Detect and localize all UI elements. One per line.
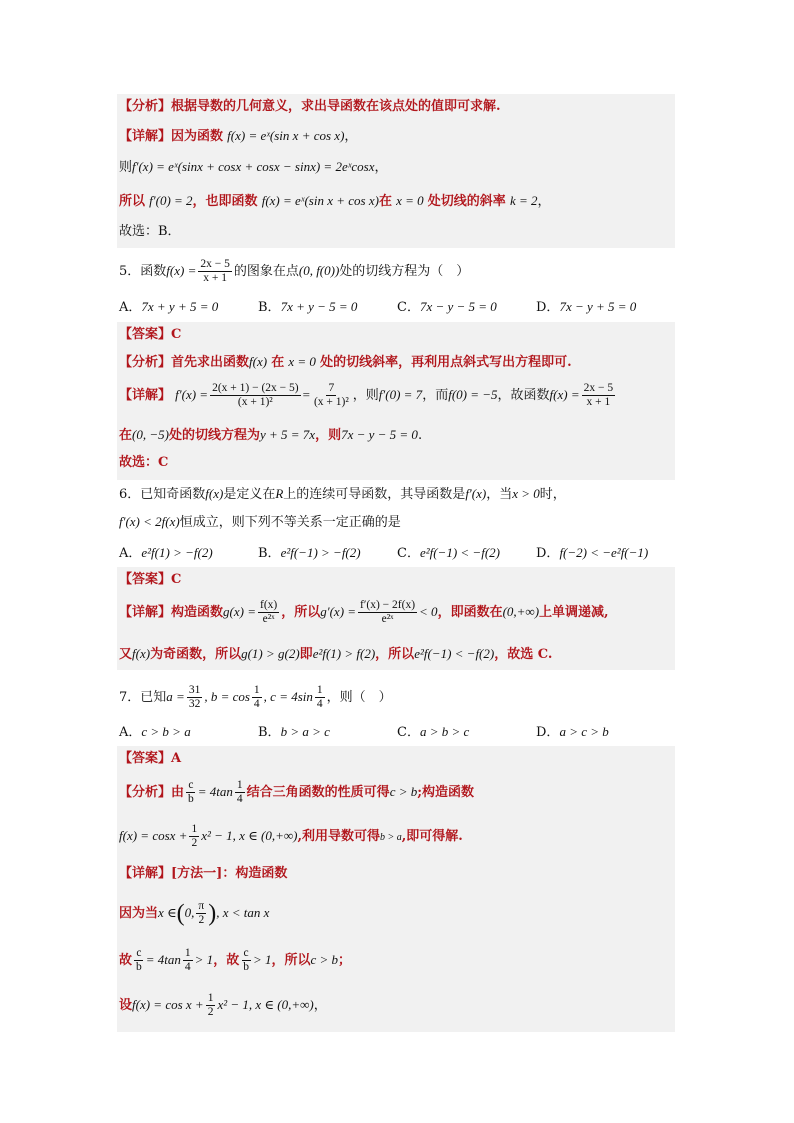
analysis-post: ;构造函数: [417, 785, 475, 800]
analysis-eq: = 4tan: [197, 784, 233, 799]
line4-pre: 故: [119, 953, 133, 968]
frac-num: 1: [184, 947, 191, 959]
line2-post: ,即可得解.: [401, 829, 463, 844]
detail-tag: 【详解】: [119, 129, 172, 144]
analysis-post: 处的切线斜率，再利用点斜式写出方程即可.: [320, 355, 572, 370]
q7-b-frac: [252, 684, 262, 711]
q6-stem: [119, 485, 566, 504]
detail-frac-2: [358, 599, 417, 626]
answer-tag: 【答案】: [119, 327, 172, 342]
answer-tag: 【答案】: [119, 572, 172, 587]
detail-text: [方法一]：构造函数: [171, 866, 288, 881]
line2-mid-3: ，所以: [375, 647, 415, 662]
option-label: C．: [397, 546, 420, 561]
q7-stem-post: ，则（ ）: [326, 690, 392, 705]
detail-math-3: < 0: [419, 604, 438, 619]
analysis-math-1: f(x): [249, 354, 268, 369]
line2-math-2: g(1) > g(2): [241, 646, 300, 661]
q5-stem-pre: 5．函数: [119, 264, 167, 279]
analysis-line: [119, 98, 501, 116]
final-text: 故选：C: [119, 455, 169, 470]
frac-den: e²ˣ: [381, 613, 394, 625]
frac-den: 4: [253, 698, 260, 710]
analysis-tag: 【分析】: [119, 355, 172, 370]
analysis-frac: [186, 779, 196, 806]
answer-tag: 【答案】: [119, 751, 172, 766]
option-label: B．: [258, 300, 281, 315]
q6-stem2-math: f′(x) < 2f(x): [119, 514, 180, 529]
line2-mid: ,利用导数可得: [297, 829, 380, 844]
option-label: C．: [397, 725, 420, 740]
detail-fprime: f′(x) =: [175, 387, 209, 402]
option-label: A．: [119, 725, 142, 740]
frac-den: 4: [184, 961, 191, 973]
analysis-mid: 结合三角函数的性质可得: [246, 785, 390, 800]
line3-frac: [196, 900, 206, 927]
slope-math-3: x = 0: [396, 193, 424, 208]
line2-math-4: e²f(−1) < −f(2): [414, 646, 495, 661]
option-label: C．: [397, 300, 420, 315]
analysis-frac-2: [235, 779, 245, 806]
line2-math-3: b > a: [380, 832, 402, 843]
detail-pre: 构造函数: [171, 605, 224, 620]
option-text: a > b > c: [419, 724, 470, 739]
q7-c: , c = 4sin: [263, 689, 313, 704]
line2-math: f(x) = cosx +: [119, 828, 188, 843]
detail-math-2: g′(x) =: [320, 604, 357, 619]
line4-frac: [134, 947, 144, 974]
frac-den: x + 1: [586, 396, 611, 408]
q6-math-2: R: [275, 486, 284, 501]
q7-option-a[interactable]: [119, 721, 191, 740]
analysis-pre: 由: [171, 785, 185, 800]
line4-frac-2: [183, 947, 193, 974]
detail-math-2: f(0) = −5: [448, 387, 498, 402]
q7-answer: [119, 750, 181, 768]
line2-mid-1: 为奇函数，所以: [150, 647, 242, 662]
line5-frac: [206, 992, 216, 1019]
q6-math-1: f(x): [205, 486, 224, 501]
line3-paren-open: (: [176, 900, 185, 927]
frac-num: 2x − 5: [583, 382, 614, 394]
detail-punct: ，: [344, 129, 358, 144]
q5-frac-den: x + 1: [203, 272, 227, 284]
detail-math-3: f(x) =: [549, 387, 580, 402]
option-text: a > c > b: [559, 724, 609, 739]
slope-math-4: k = 2: [509, 193, 538, 208]
frac-den: b: [188, 793, 194, 805]
line2-math-2: x² − 1, x ∈ (0,+∞): [201, 828, 298, 843]
line4-math-2: > 1: [194, 952, 214, 967]
line4-mid-2: ，所以: [271, 953, 311, 968]
detail-mid-3: ，故函数: [497, 388, 550, 403]
q6-detail: [119, 598, 609, 627]
analysis-pre: 首先求出函数: [171, 355, 250, 370]
q5-tangent-line: [119, 426, 422, 445]
frac-den: (x + 1)²: [237, 396, 273, 408]
option-label: B．: [258, 546, 281, 561]
option-text: 7x + y − 5 = 0: [280, 299, 358, 314]
analysis-math-2: x = 0: [288, 354, 316, 369]
detail-math-4: (0,+∞): [502, 604, 540, 619]
detail-mid-1: ，则: [352, 388, 379, 403]
line3-paren-close: ): [208, 900, 217, 927]
line4-math-1: = 4tan: [145, 952, 181, 967]
detail-math-1: g(x) =: [223, 604, 256, 619]
q7-stem-pre: 7．已知: [119, 690, 167, 705]
q6-stem-pre: 6．已知奇函数: [119, 487, 206, 502]
frac-num: c: [136, 947, 142, 959]
option-text: f(−2) < −e²f(−1): [559, 545, 649, 560]
analysis-text: 根据导数的几何意义，求出导函数在该点处的值即可求解.: [171, 99, 501, 114]
option-text: 7x − y + 5 = 0: [559, 299, 637, 314]
frac-num: 31: [188, 684, 201, 696]
q7-b: , b = cos: [204, 689, 250, 704]
detail-frac-3: [582, 382, 616, 409]
line2-pre: 又: [119, 647, 133, 662]
q7-line-4: [119, 946, 351, 975]
analysis-tag: 【分析】: [119, 99, 172, 114]
detail-math: f(x) = eˣ(sin x + cos x): [227, 128, 345, 143]
line4-post: ；: [338, 953, 352, 968]
q6-math-3: f′(x): [465, 486, 487, 501]
option-label: B．: [258, 725, 281, 740]
slope-math-2: f(x) = eˣ(sin x + cos x): [261, 193, 379, 208]
then-text: 则: [119, 160, 133, 175]
option-label: D．: [536, 300, 560, 315]
q5-frac-num: 2x − 5: [200, 258, 230, 270]
frac-den: 2: [198, 914, 205, 926]
q7-detail: [119, 865, 287, 883]
detail-text: 因为函数: [171, 129, 224, 144]
line2-math-2: y + 5 = 7x: [259, 427, 316, 442]
line2-math-3: 7x − y − 5 = 0: [341, 427, 418, 442]
q5-stem-mid: 的图象在点: [233, 264, 299, 279]
line2-post: .: [417, 428, 423, 443]
q5-stem-post: 处的切线方程为（ ）: [339, 264, 470, 279]
frac-den: b: [136, 961, 142, 973]
detail-mid-1: ，所以: [281, 605, 321, 620]
q7-stem: [119, 683, 392, 712]
q7-option-c[interactable]: [397, 721, 469, 740]
frac-den: 32: [188, 698, 201, 710]
option-text: 7x − y − 5 = 0: [419, 299, 497, 314]
line3-math-1: x ∈: [158, 905, 177, 920]
q5-stem: [119, 258, 469, 285]
option-text: b > a > c: [280, 724, 330, 739]
line5-post: ，: [313, 998, 327, 1013]
frac-num: π: [198, 900, 205, 912]
frac-num: 1: [191, 823, 198, 835]
q6-mid-1: 是定义在: [223, 487, 276, 502]
option-label: A．: [119, 546, 142, 561]
frac-num: 7: [328, 382, 335, 394]
q6-option-b[interactable]: [258, 542, 361, 561]
frac-num: 1: [316, 684, 323, 696]
line4-mid-1: ，故: [213, 953, 240, 968]
q7-construct-line: [119, 822, 463, 852]
q5-analysis: [119, 353, 572, 372]
q5-point: (0, f(0)): [298, 263, 340, 278]
line2-math-1: (0, −5): [132, 427, 169, 442]
derivative-math: f′(x) = eˣ(sinx + cosx + cosx − sinx) = 2eˣcosx: [132, 159, 375, 174]
analysis-tag: 【分析】: [119, 785, 172, 800]
line3-math-3: , x < tan x: [216, 905, 270, 920]
option-text: e²f(1) > −f(2): [141, 545, 213, 560]
detail-mid-2: ，即函数在: [437, 605, 503, 620]
option-label: A．: [119, 300, 142, 315]
line2-math-3: e²f(1) > f(2): [312, 646, 376, 661]
detail-tag: 【详解】: [119, 866, 172, 881]
slope-text-1: 所以: [119, 194, 146, 209]
line2-mid: 处的切线方程为: [168, 428, 260, 443]
line4-math-4: c > b: [310, 952, 339, 967]
q6-option-a[interactable]: [119, 542, 213, 561]
choice-line: [119, 223, 181, 241]
slope-text-4: 处切线的斜率: [427, 194, 506, 209]
q7-line-3: [119, 898, 269, 929]
q6-stem-2: [119, 513, 401, 532]
answer-value: C: [171, 572, 182, 587]
q6-mid-3: ，当: [486, 487, 513, 502]
option-label: D．: [536, 725, 560, 740]
detail-frac-2: [312, 382, 351, 409]
q5-final: [119, 454, 168, 472]
frac-num: f(x): [259, 599, 278, 611]
derivative-line: [119, 158, 388, 177]
q7-a-frac: [187, 684, 203, 711]
frac-num: c: [243, 947, 249, 959]
detail-tag: 【详解】: [119, 388, 172, 403]
q6-option-d[interactable]: [536, 542, 648, 561]
option-text: e²f(−1) < −f(2): [419, 545, 500, 560]
option-label: D．: [536, 546, 560, 561]
q5-answer: [119, 326, 181, 344]
frac-den: e²ˣ: [262, 613, 275, 625]
line2-mid-2: 即: [299, 647, 313, 662]
detail-math-1: f′(0) = 7: [378, 387, 423, 402]
frac-num: 2(x + 1) − (2x − 5): [212, 382, 299, 394]
analysis-mid: 在: [271, 355, 285, 370]
choice-text: 故选：B．: [119, 224, 181, 239]
line4-math-3: > 1: [252, 952, 272, 967]
line2-pre: 在: [119, 428, 133, 443]
slope-line: [119, 192, 551, 211]
slope-text-2: ，也即函数: [192, 194, 258, 209]
line2-math-1: f(x): [132, 646, 151, 661]
frac-num: 1: [236, 779, 243, 791]
detail-line: [119, 127, 357, 146]
answer-value: C: [171, 327, 182, 342]
q6-stem2-post: 恒成立，则下列不等关系一定正确的是: [179, 515, 401, 530]
frac-den: b: [243, 961, 249, 973]
q7-a: a =: [166, 689, 185, 704]
q5-option-d[interactable]: [536, 296, 636, 315]
option-text: e²f(−1) > −f(2): [280, 545, 361, 560]
detail-frac-1: [258, 599, 279, 626]
detail-frac-1: [210, 382, 301, 409]
line4-frac-3: [241, 947, 251, 974]
detail-tag: 【详解】: [119, 605, 172, 620]
line5-math-1: f(x) = cos x +: [132, 997, 204, 1012]
line2-post: ，故选 C.: [494, 647, 553, 662]
detail-post: 上单调递减,: [539, 605, 609, 620]
slope-punct: ，: [537, 194, 551, 209]
line3-pre: 因为当: [119, 906, 159, 921]
line2-frac: [189, 823, 199, 850]
slope-text-3: 在: [378, 194, 392, 209]
option-text: 7x + y + 5 = 0: [141, 299, 219, 314]
q7-option-d[interactable]: [536, 721, 609, 740]
q6-mid-2: 上的连续可导函数，其导函数是: [283, 487, 466, 502]
analysis-math: c > b: [389, 784, 418, 799]
q7-c-frac: [315, 684, 325, 711]
line2-mid-2: ，则: [315, 428, 342, 443]
q6-option-c[interactable]: [397, 542, 500, 561]
q5-detail: [119, 381, 617, 410]
line5-pre: 设: [119, 998, 133, 1013]
q5-frac: [198, 258, 232, 285]
q6-answer: [119, 571, 181, 589]
frac-num: f′(x) − 2f(x): [360, 599, 416, 611]
q6-line-2: [119, 645, 552, 664]
slope-math-1: f′(0) = 2: [149, 193, 193, 208]
frac-den: 2: [207, 1006, 214, 1018]
q5-option-c[interactable]: [397, 296, 497, 315]
q6-math-4: x > 0: [512, 486, 540, 501]
frac-num: 1: [207, 992, 214, 1004]
frac-den: 2: [191, 837, 198, 849]
detail-mid-2: ，而: [422, 388, 449, 403]
frac-num: 1: [253, 684, 260, 696]
q7-option-b[interactable]: [258, 721, 330, 740]
detail-eq: =: [302, 387, 310, 402]
frac-den: 4: [316, 698, 323, 710]
line3-math-2: 0,: [184, 905, 195, 920]
frac-den: 4: [236, 793, 243, 805]
frac-den: (x + 1)²: [313, 396, 349, 408]
q5-func: f(x) =: [166, 263, 197, 278]
q5-option-a[interactable]: [119, 296, 218, 315]
answer-value: A: [171, 751, 182, 766]
option-text: c > b > a: [141, 724, 191, 739]
q6-stem-post: 时，: [539, 487, 566, 502]
q5-option-b[interactable]: [258, 296, 357, 315]
q7-line-5: [119, 991, 327, 1020]
derivative-punct: ，: [374, 160, 388, 175]
frac-num: c: [188, 779, 194, 791]
q7-analysis: [119, 778, 474, 807]
line5-math-2: x² − 1, x ∈ (0,+∞): [217, 997, 314, 1012]
